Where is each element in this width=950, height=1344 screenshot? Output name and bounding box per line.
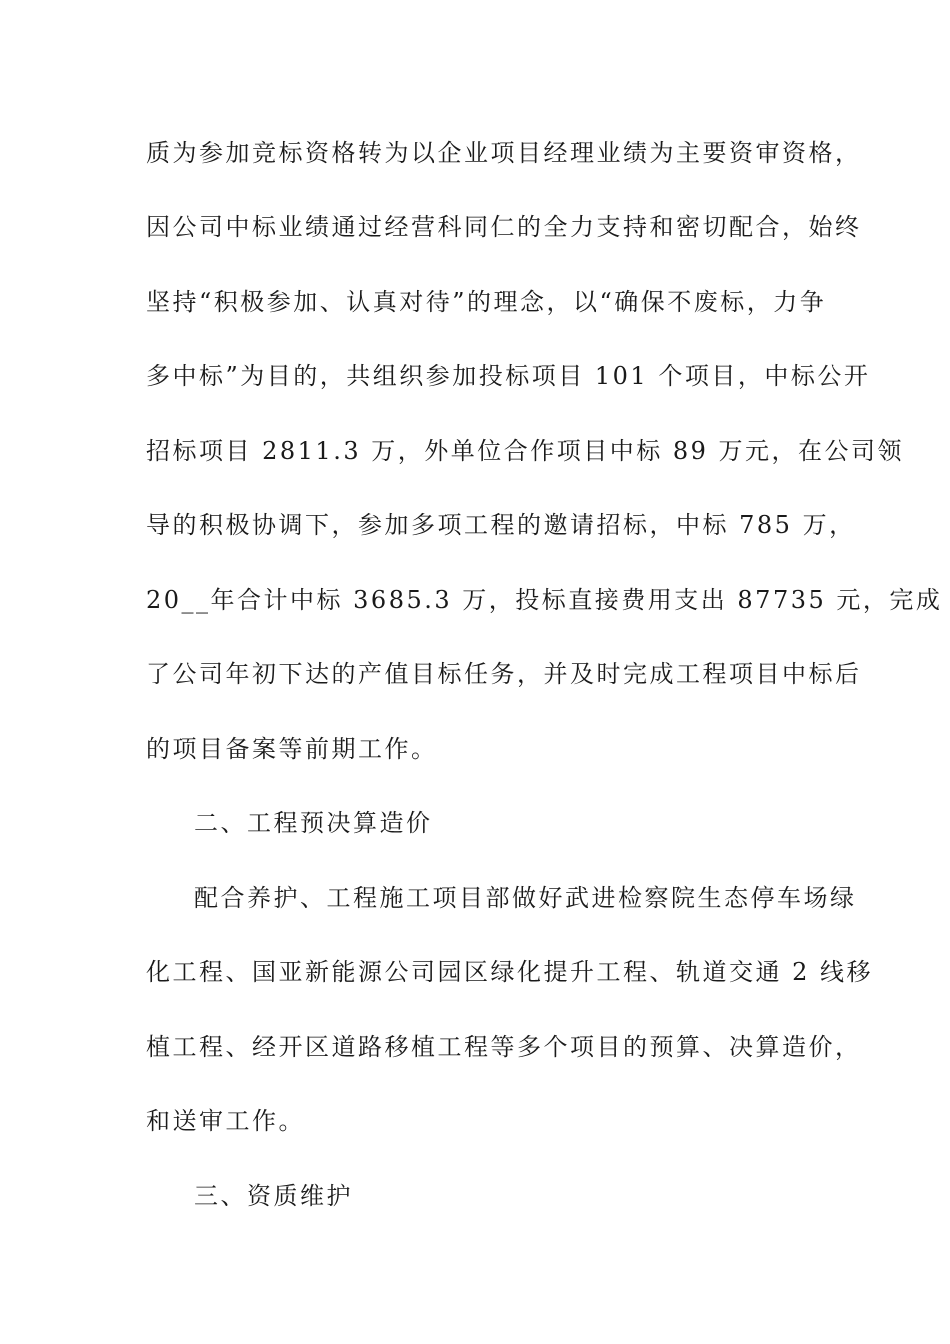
- paragraph-line: 和送审工作。: [146, 1107, 305, 1135]
- paragraph-line: 20__年合计中标 3685.3 万，投标直接费用支出 87735 元，完成: [146, 586, 943, 614]
- paragraph-line: 招标项目 2811.3 万，外单位合作项目中标 89 万元，在公司领: [146, 437, 905, 465]
- paragraph-line: 多中标”为目的，共组织参加投标项目 101 个项目，中标公开: [146, 362, 871, 390]
- paragraph-line: 因公司中标业绩通过经营科同仁的全力支持和密切配合，始终: [146, 213, 862, 241]
- paragraph-line: 了公司年初下达的产值目标任务，并及时完成工程项目中标后: [146, 660, 862, 688]
- paragraph-line: 质为参加竞标资格转为以企业项目经理业绩为主要资审资格，: [146, 139, 862, 167]
- section-heading: 二、工程预决算造价: [194, 809, 433, 837]
- paragraph-line: 导的积极协调下，参加多项工程的邀请招标，中标 785 万，: [146, 511, 856, 539]
- paragraph-line: 植工程、经开区道路移植工程等多个项目的预算、决算造价，: [146, 1033, 862, 1061]
- paragraph-line: 的项目备案等前期工作。: [146, 735, 438, 763]
- paragraph-line: 配合养护、工程施工项目部做好武进检察院生态停车场绿: [194, 884, 857, 912]
- paragraph-line: 坚持“积极参加、认真对待”的理念，以“确保不废标，力争: [146, 288, 827, 316]
- section-heading: 三、资质维护: [194, 1182, 353, 1210]
- paragraph-line: 化工程、国亚新能源公司园区绿化提升工程、轨道交通 2 线移: [146, 958, 874, 986]
